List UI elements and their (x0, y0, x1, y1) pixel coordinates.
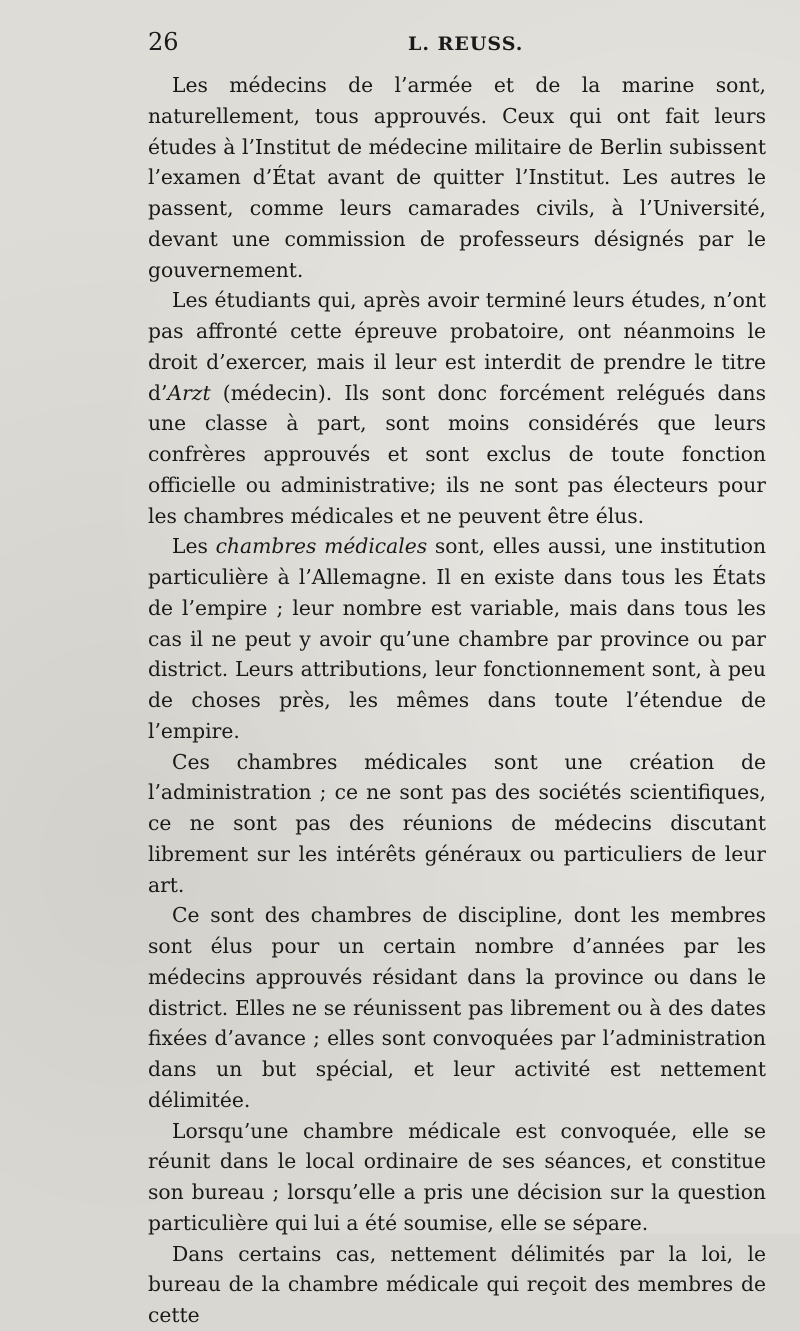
paragraph-2-text-a: Les étudiants qui, après avoir terminé leurs études, n’ont pas affronté cette épreuve probatoire, ont néanmoins le droit d’exercer, mais il leur est interdit de prendre le titre d’ (148, 288, 766, 405)
page-number: 26 (148, 28, 179, 56)
paragraph-2-text-b: (médecin). Ils sont donc forcément relégués dans une classe à part, sont moins considérés que leurs confrères approuvés et sont exclus de toute fonction officielle ou administrative; ils ne sont pas électeurs pour les chambres médicales et ne peuvent être élus. (148, 380, 766, 528)
paragraph-3-text-a: Les (172, 534, 216, 559)
paragraph-4: Ces chambres médicales sont une création de l’administration ; ce ne sont pas des sociétés scientifiques, ce ne sont pas des réunions de médecins discutant librement sur les intérêts généraux ou particuliers de leur art. (148, 749, 766, 897)
term-arzt: Arzt (167, 380, 211, 405)
paragraph-1: Les médecins de l’armée et de la marine sont, naturellement, tous approuvés. Ceux qui ont fait leurs études à l’Institut de médecine militaire de Berlin subissent l’examen d’État avant de quitter l’Institut. Les autres le passent, comme leurs camarades civils, à l’Université, devant une commission de professeurs désignés par le gouvernement. (148, 73, 766, 282)
paragraph-3 (148, 531, 766, 746)
paragraph-6: Lorsqu’une chambre médicale est convoquée, elle se réunit dans le local ordinaire de ses séances, et constitue son bureau ; lorsqu’elle a pris une décision sur la question particulière qui lui a été soumise, elle se sépare. (148, 1118, 766, 1235)
running-head-author: L. REUSS. (408, 33, 524, 55)
paragraph-2 (148, 285, 766, 531)
paragraph-5: Ce sont des chambres de discipline, dont les membres sont élus pour un certain nombre d’années par les médecins approuvés résidant dans la province ou dans le district. Elles ne se réunissent pas librement ou à des dates fixées d’avance ; elles sont convoquées par l’administration dans un but spécial, et leur activité est nettement délimitée. (148, 903, 766, 1112)
body-text (148, 70, 766, 1331)
running-head (148, 28, 766, 70)
paragraph-3-text-b: sont, elles aussi, une institution particulière à l’Allemagne. Il en existe dans tous les États de l’empire ; leur nombre est variable, mais dans tous les cas il ne peut y avoir qu’une chambre par province ou par district. Leurs attributions, leur fonctionnement sont, à peu de choses près, les mêmes dans toute l’étendue de l’empire. (148, 534, 767, 743)
term-chambres-medicales: chambres médicales (215, 534, 428, 559)
paragraph-7: Dans certains cas, nettement délimités par la loi, le bureau de la chambre médicale qui reçoit des membres de cette (148, 1241, 766, 1327)
